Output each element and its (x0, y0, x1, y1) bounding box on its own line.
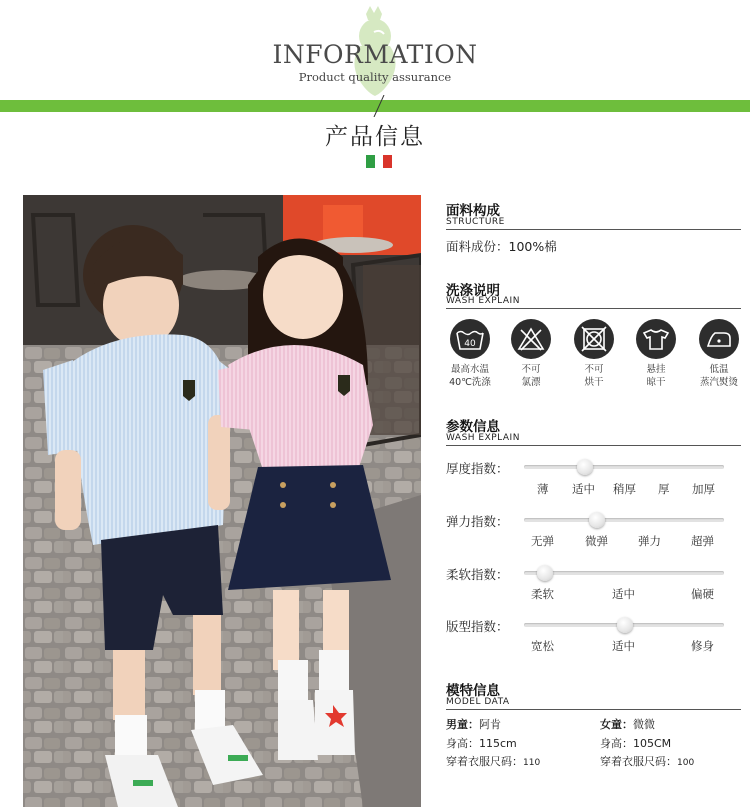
elasticity-tick: 微弹 (585, 534, 608, 548)
wash-divider (446, 308, 741, 309)
params-subtitle: WASH EXPLAIN (446, 433, 520, 443)
thickness-track (524, 465, 724, 469)
thickness-tick: 适中 (572, 482, 595, 496)
no-tumble-dry-icon (574, 319, 614, 359)
fit-tick: 适中 (612, 639, 635, 653)
girl-size: 穿着衣服尺码：100 (600, 755, 695, 768)
wash-40-icon (450, 319, 490, 359)
wash-label-4: 悬挂 晾干 (646, 364, 666, 388)
thickness-tick: 稍厚 (613, 482, 636, 496)
softness-tick: 柔软 (531, 587, 554, 601)
model-subtitle: MODEL DATA (446, 697, 510, 707)
divider-slash (372, 95, 386, 117)
wash-title: 洗涤说明 (446, 283, 500, 299)
elasticity-tick: 弹力 (638, 534, 661, 548)
fabric-content: 面料成份：100%棉 (446, 239, 557, 254)
params-title: 参数信息 (446, 419, 500, 435)
wash-label-3: 不可 烘干 (584, 364, 604, 388)
boy-size: 穿着衣服尺码：110 (446, 755, 541, 768)
hang-dry-icon (636, 319, 676, 359)
params-divider (446, 445, 741, 446)
thickness-tick: 薄 (537, 482, 549, 496)
girl-name: 女童：微微 (600, 718, 655, 731)
wash-subtitle: WASH EXPLAIN (446, 296, 520, 306)
fit-label: 版型指数： (446, 619, 509, 634)
wash-label-2: 不可 氯漂 (521, 364, 541, 388)
softness-tick: 偏硬 (691, 587, 714, 601)
info-title: INFORMATION (272, 40, 478, 69)
elasticity-knob (589, 512, 605, 528)
model-title: 模特信息 (446, 683, 500, 699)
fabric-subtitle: STRUCTURE (446, 217, 505, 227)
softness-knob (537, 565, 553, 581)
product-info-title: 产品信息 (325, 124, 425, 150)
boy-height: 身高：115cm (446, 737, 517, 750)
softness-label: 柔软指数： (446, 567, 509, 582)
model-divider (446, 709, 741, 710)
elasticity-track (524, 518, 724, 522)
boy-name: 男童：阿肯 (446, 718, 501, 731)
wash-label-5: 低温 蒸汽熨烫 (699, 364, 738, 388)
fit-tick: 修身 (691, 639, 714, 653)
thickness-tick: 厚 (658, 482, 670, 496)
girl-height: 身高：105CM (600, 737, 672, 750)
fabric-divider (446, 229, 741, 230)
wash-label-1: 最高水温 40℃洗涤 (449, 364, 491, 388)
elasticity-label: 弹力指数： (446, 514, 509, 529)
no-bleach-icon (511, 319, 551, 359)
fit-knob (617, 617, 633, 633)
elasticity-tick: 超弹 (691, 534, 714, 548)
thickness-tick: 加厚 (692, 482, 715, 496)
softness-track (524, 571, 724, 575)
thickness-knob (577, 459, 593, 475)
fit-tick: 宽松 (531, 639, 554, 653)
model-photo (23, 195, 421, 807)
fabric-title: 面料构成 (446, 203, 500, 219)
thickness-label: 厚度指数： (446, 461, 509, 476)
iron-low-icon (699, 319, 739, 359)
elasticity-tick: 无弹 (531, 534, 554, 548)
svg-text:40: 40 (464, 339, 476, 349)
italy-flag-icon (366, 155, 392, 168)
info-subtitle: Product quality assurance (298, 70, 452, 84)
softness-tick: 适中 (612, 587, 635, 601)
